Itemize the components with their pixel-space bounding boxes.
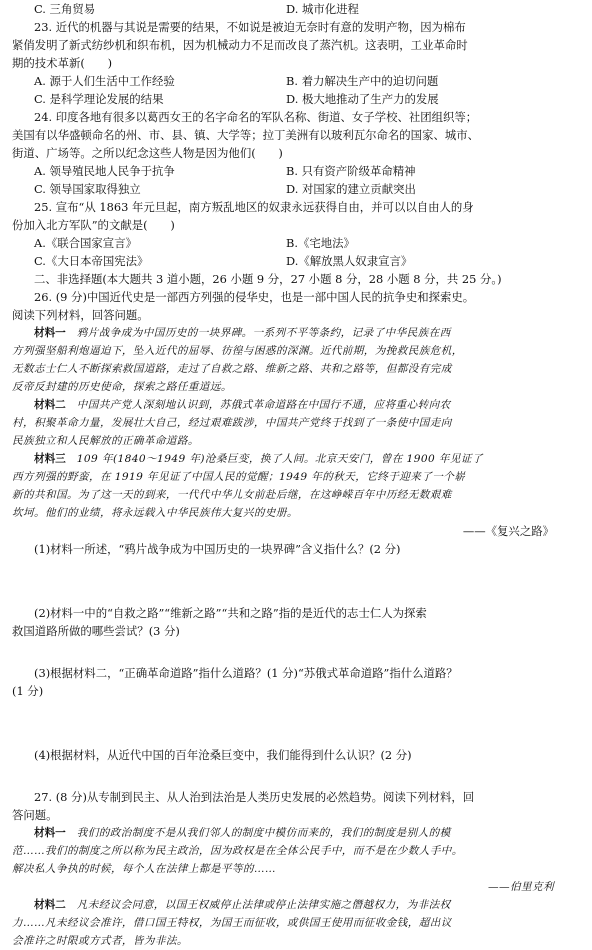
- question-24: [12, 108, 580, 198]
- q26-material-2-line-3: 民族独立和人民解放的正确革命道路。: [12, 435, 199, 447]
- q27-material-1-label: 材料一: [34, 827, 66, 839]
- q25-options-cd: [12, 252, 580, 270]
- q23-options-cd: [12, 90, 580, 108]
- q24-option-d[interactable]: D. 对国家的建立贡献突出: [286, 182, 416, 196]
- q26-material-3-line-2: 西方列强的野蛮，在 1919 年见证了中国人民的觉醒；1949 年的秋天，它终于迎来了一个崭: [12, 471, 466, 483]
- q22-options-cd: [12, 0, 580, 18]
- q27-material-1-line-2: 范……我们的制度之所以称为民主政治，因为政权是在全体公民手中，而不是在少数人手中。: [12, 845, 463, 857]
- q27-material-1-line-1: 我们的政治制度不是从我们邻人的制度中模仿而来的，我们的制度是别人的模: [76, 827, 451, 839]
- q26-answer-space-1[interactable]: [12, 558, 580, 604]
- q26-sub-question-1: (1)材料一所述，“鸦片战争成为中国历史的一块界碑”含义指什么？(2 分): [34, 542, 401, 556]
- q24-option-c[interactable]: C. 领导国家取得独立: [34, 182, 141, 196]
- q25-option-a[interactable]: A.《联合国家宣言》: [34, 236, 137, 250]
- q27-stem-line-2: 答问题。: [12, 808, 58, 822]
- q26-material-3-label: 材料三: [34, 453, 66, 465]
- q25-stem-line-1: 25. 宣布“从 1863 年元旦起，南方叛乱地区的奴隶永远获得自由，并可以以自由人的身: [34, 200, 474, 214]
- q26-material-2-label: 材料二: [34, 399, 66, 411]
- q26-material-2: [12, 396, 580, 450]
- q26-material-1-line-4: 反帝反封建的历史使命，探索之路任重道远。: [12, 381, 232, 393]
- q26-material-1-line-2: 方列强坚船利炮逼迫下，坠入近代的屈辱、彷徨与困惑的深渊。近代前期，为挽救民族危机，: [12, 345, 463, 357]
- q24-option-a[interactable]: A. 领导殖民地人民争于抗争: [34, 164, 175, 178]
- q24-options-ab: [12, 162, 580, 180]
- q25-options-ab: [12, 234, 580, 252]
- q23-option-a[interactable]: A. 源于人们生活中工作经验: [34, 74, 175, 88]
- q26-answer-space-2[interactable]: [12, 640, 580, 664]
- q23-stem-line-1: 23. 近代的机器与其说是需要的结果，不如说是被迫无奈时有意的发明产物，因为棉布: [34, 20, 466, 34]
- question-26: [12, 288, 580, 788]
- q23-stem-line-3: 期的技术革新( ): [12, 56, 113, 70]
- q24-stem-line-3: 街道、广场等。之所以纪念这些人物是因为他们( ): [12, 146, 283, 160]
- q26-material-2-line-1: 中国共产党人深刻地认识到，苏俄式革命道路在中国行不通，应将重心转向农: [76, 399, 451, 411]
- question-27: [12, 788, 580, 950]
- q26-answer-space-3[interactable]: [12, 700, 580, 746]
- q24-option-b[interactable]: B. 只有资产阶级革命精神: [286, 164, 416, 178]
- q26-material-3-line-4: 坎坷。他们的业绩，将永远载入中华民族伟大复兴的史册。: [12, 507, 298, 519]
- q26-sub-question-4: (4)根据材料，从近代中国的百年沧桑巨变中，我们能得到什么认识？(2 分): [34, 748, 412, 762]
- q26-material-1-label: 材料一: [34, 327, 66, 339]
- q27-material-2: [12, 896, 580, 950]
- q23-option-d[interactable]: D. 极大地推动了生产力的发展: [286, 92, 439, 106]
- q24-options-cd: [12, 180, 580, 198]
- q23-option-c[interactable]: C. 是科学理论发展的结果: [34, 92, 164, 106]
- q23-stem-line-2: 紧俏发明了新式纺纱机和织布机，因为机械动力不足而改良了蒸汽机。这表明，工业革命时: [12, 38, 468, 52]
- q26-sub-question-3-line-1: (3)根据材料二，“正确革命道路”指什么道路？(1 分)“苏俄式革命道路”指什么道路？: [34, 666, 458, 680]
- q26-material-3: [12, 450, 580, 522]
- q27-material-2-line-2: 力……凡未经议会准许，借口国王特权，为国王而征收，或供国王使用而征收金钱，超出议: [12, 917, 452, 929]
- q26-sub-question-2-line-1: (2)材料一中的“自救之路”“维新之路”“共和之路”指的是近代的志士仁人为探索: [34, 606, 427, 620]
- q27-material-2-line-1: 凡未经议会同意，以国王权威停止法律或停止法律实施之僭越权力，为非法权: [76, 899, 451, 911]
- q23-option-b[interactable]: B. 着力解决生产中的迫切问题: [286, 74, 439, 88]
- q26-material-1-line-1: 鸦片战争成为中国历史的一块界碑。一系列不平等条约，记录了中华民族在西: [76, 327, 451, 339]
- question-25: [12, 198, 580, 270]
- q26-material-1-line-3: 无数志士仁人不断探索救国道路，走过了自救之路、维新之路、共和之路等，但都没有完成: [12, 363, 452, 375]
- q26-material-2-line-2: 村，积聚革命力量，发展壮大自己，经过艰难跋涉，中国共产党终于找到了一条使中国走向: [12, 417, 452, 429]
- q27-material-1-line-3: 解决私人争执的时候，每个人在法律上都是平等的……: [12, 863, 276, 875]
- q27-stem-line-1: 27. (8 分)从专制到民主、从人治到法治是人类历史发展的必然趋势。阅读下列材料，回: [34, 790, 475, 804]
- q22-option-d[interactable]: D. 城市化进程: [286, 2, 359, 16]
- q22-option-c[interactable]: C. 三角贸易: [34, 2, 96, 16]
- q26-sub-question-3-line-2: (1 分): [12, 684, 44, 698]
- q24-stem-line-2: 美国有以华盛顿命名的州、市、县、镇、大学等；拉丁美洲有以玻利瓦尔命名的国家、城市、: [12, 128, 480, 142]
- q27-material-1-source: ——伯里克利: [488, 881, 554, 893]
- q26-sub-question-2-line-2: 救国道路所做的哪些尝试？(3 分): [12, 624, 180, 638]
- question-23: [12, 18, 580, 108]
- q25-option-b[interactable]: B.《宅地法》: [286, 236, 355, 250]
- q26-material-3-line-3: 新的共和国。为了这一天的到来，一代代中华儿女前赴后继，在这峥嵘百年中历经无数艰难: [12, 489, 452, 501]
- q26-source: ——《复兴之路》: [462, 524, 554, 538]
- q27-material-2-line-3: 会准许之时限或方式者，皆为非法。: [12, 935, 188, 947]
- q26-answer-space-4[interactable]: [12, 764, 580, 788]
- q24-stem-line-1: 24. 印度各地有很多以葛西女王的名字命名的军队名称、街道、女子学校、社团组织等；: [34, 110, 478, 124]
- q27-material-1: [12, 824, 580, 878]
- q25-option-c[interactable]: C.《大日本帝国宪法》: [34, 254, 149, 268]
- q26-material-3-line-1: 109 年(1840～1949 年)沧桑巨变，换了人间。北京天安门，曾在 1900 年见证了: [76, 453, 483, 465]
- q25-stem-line-2: 份加入北方军队”的文献是( ): [12, 218, 175, 232]
- q26-stem-line-2: 阅读下列材料，回答问题。: [12, 308, 149, 322]
- q26-material-1: [12, 324, 580, 396]
- q25-option-d[interactable]: D.《解放黑人奴隶宣言》: [286, 254, 413, 268]
- q27-material-2-label: 材料二: [34, 899, 66, 911]
- section-2-heading: 二、非选择题(本大题共 3 道小题，26 小题 9 分，27 小题 8 分，28 小题 8 分，共 25 分。): [34, 272, 502, 286]
- q26-stem-line-1: 26. (9 分)中国近代史是一部西方列强的侵华史，也是一部中国人民的抗争史和探索史。: [34, 290, 475, 304]
- q23-options-ab: [12, 72, 580, 90]
